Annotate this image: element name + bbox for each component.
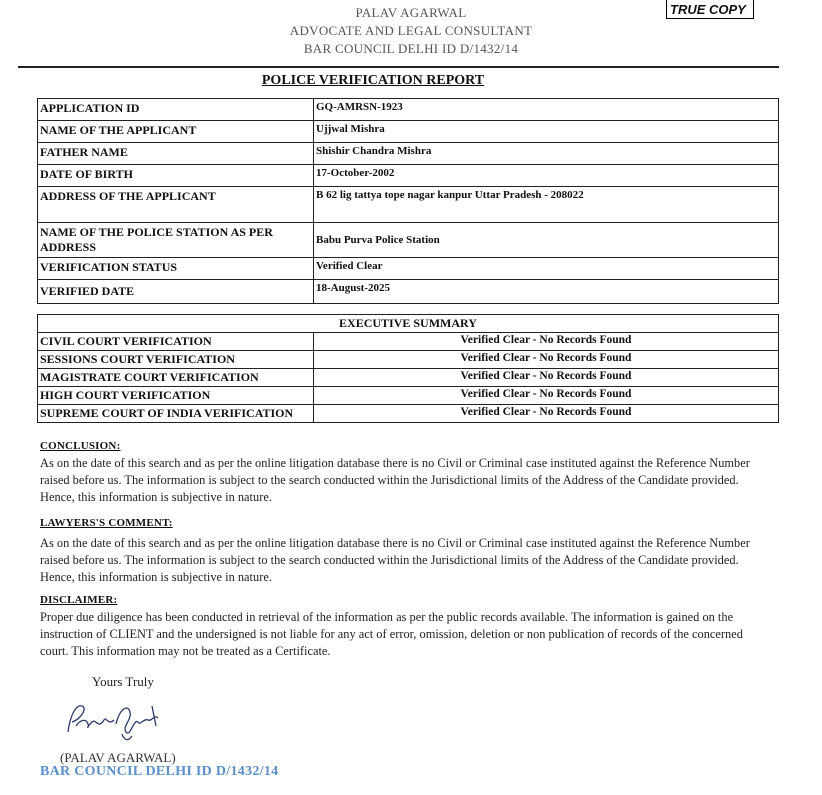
table-row [38, 143, 779, 165]
true-copy-stamp: TRUE COPY [666, 0, 754, 19]
table-row [38, 351, 779, 369]
table-row [38, 121, 779, 143]
table-row [38, 258, 779, 280]
footer-bar-council-id: BAR COUNCIL DELHI ID D/1432/14 [40, 764, 279, 779]
table-row [38, 187, 779, 223]
row-value: B 62 lig tattya tope nagar kanpur Uttar Pradesh - 208022 [314, 187, 779, 223]
row-label: DATE OF BIRTH [38, 165, 314, 187]
row-value: Babu Purva Police Station [314, 223, 779, 258]
executive-summary-table [37, 314, 779, 423]
table-row [38, 165, 779, 187]
court-result: Verified Clear - No Records Found [314, 405, 779, 423]
advocate-name: PALAV AGARWAL [355, 5, 467, 20]
report-title: POLICE VERIFICATION REPORT [261, 73, 485, 88]
row-value: Verified Clear [314, 258, 779, 280]
disclaimer-text: Proper due diligence has been conducted in retrieval of the information as per the public records available. The information is gained on the instruction of CLIENT and the undersigned is not liable for any act of error, omission, deletion or non publication of records of the concerned court. This information may not be treated as a Certificate. [40, 610, 743, 658]
summary-heading: EXECUTIVE SUMMARY [38, 315, 779, 333]
court-label: SESSIONS COURT VERIFICATION [38, 351, 314, 369]
applicant-info-table [37, 98, 779, 304]
conclusion-text: As on the date of this search and as per the online litigation database there is no Civil or Criminal case instituted against the Reference Number raised before us. The information is subject to the search conducted within the Jurisdictional limits of the Address of the Candidate provided. Hence, this information is subjective in nature. [40, 456, 750, 504]
court-result: Verified Clear - No Records Found [314, 351, 779, 369]
row-label: VERIFICATION STATUS [38, 258, 314, 280]
court-result: Verified Clear - No Records Found [314, 333, 779, 351]
table-row [38, 99, 779, 121]
conclusion-heading: CONCLUSION: [40, 440, 121, 452]
row-value: 17-October-2002 [314, 165, 779, 187]
lawyers-comment-text: As on the date of this search and as per the online litigation database there is no Civil or Criminal case instituted against the Reference Number raised before us. The information is subject to the search conducted within the Jurisdictional limits of the Address of the Candidate provided. Hence, this information is subjective in nature. [40, 536, 750, 584]
table-row [38, 387, 779, 405]
closing-salutation: Yours Truly [92, 674, 154, 689]
header-divider [18, 66, 779, 68]
table-row [38, 333, 779, 351]
table-row [38, 369, 779, 387]
signature [62, 696, 172, 753]
court-label: HIGH COURT VERIFICATION [38, 387, 314, 405]
table-row [38, 280, 779, 304]
advocate-role: ADVOCATE AND LEGAL CONSULTANT [289, 23, 533, 38]
row-label: NAME OF THE APPLICANT [38, 121, 314, 143]
row-value: 18-August-2025 [314, 280, 779, 304]
summary-heading-row [38, 315, 779, 333]
bar-council-id: BAR COUNCIL DELHI ID D/1432/14 [303, 41, 519, 56]
court-label: MAGISTRATE COURT VERIFICATION [38, 369, 314, 387]
row-value: Ujjwal Mishra [314, 121, 779, 143]
row-label: ADDRESS OF THE APPLICANT [38, 187, 314, 223]
row-label: VERIFIED DATE [38, 280, 314, 304]
table-row [38, 223, 779, 258]
row-value: Shishir Chandra Mishra [314, 143, 779, 165]
court-label: CIVIL COURT VERIFICATION [38, 333, 314, 351]
table-row [38, 405, 779, 423]
row-label: NAME OF THE POLICE STATION AS PER ADDRESS [38, 223, 314, 258]
disclaimer-heading: DISCLAIMER: [40, 594, 118, 606]
court-result: Verified Clear - No Records Found [314, 369, 779, 387]
row-value: GQ-AMRSN-1923 [314, 99, 779, 121]
court-label: SUPREME COURT OF INDIA VERIFICATION [38, 405, 314, 423]
row-label: FATHER NAME [38, 143, 314, 165]
lawyers-comment-heading: LAWYERS'S COMMENT: [40, 517, 173, 529]
court-result: Verified Clear - No Records Found [314, 387, 779, 405]
signer-name: (PALAV AGARWAL) [60, 750, 176, 765]
row-label: APPLICATION ID [38, 99, 314, 121]
